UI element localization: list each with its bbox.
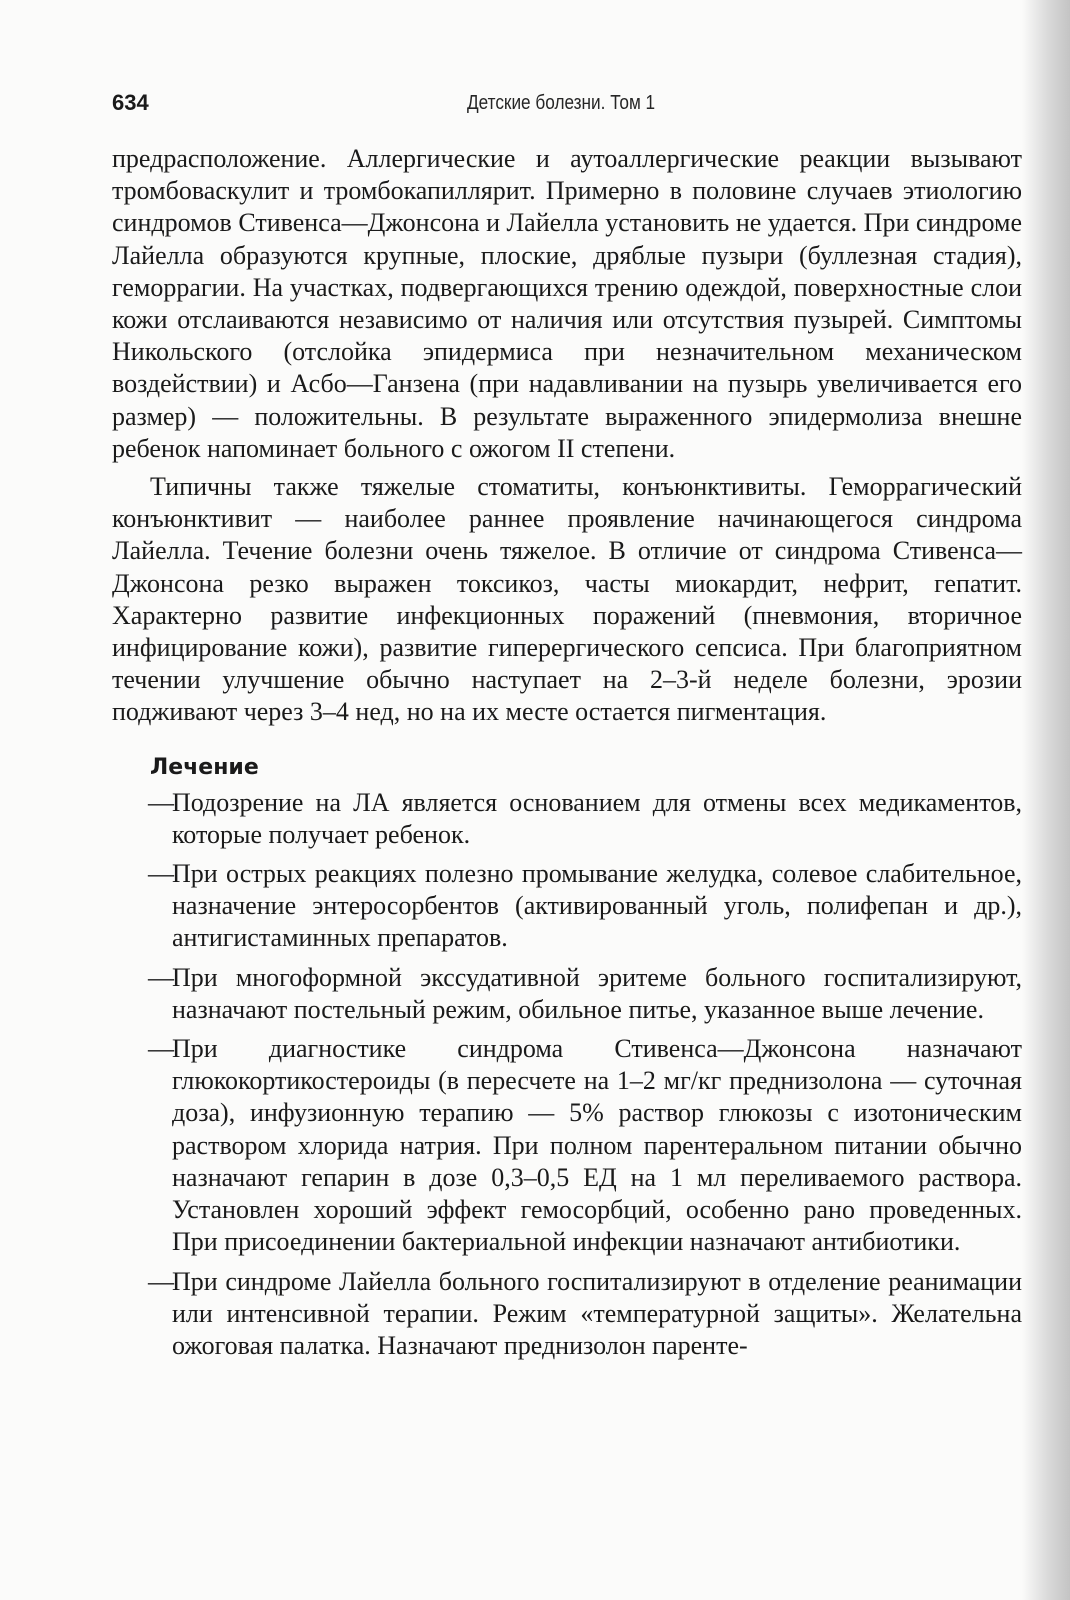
list-item — [112, 1033, 1022, 1258]
paragraph-continued: предрасположение. Аллергические и аутоаллергические реакции вызывают тромбоваскулит и тромбокапиллярит. Примерно в половине случаев этиологию синдромов Стивенса—Джонсона и Лайелла установить не удается. При синдроме Лайелла образуются крупные, плоские, дряблые пузыри (буллезная стадия), геморрагии. На участках, подвергающихся трению одеждой, поверхностные слои кожи отслаиваются независимо от наличия или отсутствия пузырей. Симптомы Никольского (отслойка эпидермиса при незначительном механическом воздействии) и Асбо—Ганзена (при надавливании на пузырь увеличивается его размер) — положительны. В результате выраженного эпидермолиза внешне ребенок напоминает больного с ожогом II степени. — [112, 144, 1022, 463]
list-item-text: При диагностике синдрома Стивенса—Джонсона назначают глюкокортикостероиды (в пересчете на 1–2 мг/кг преднизолона — суточная доза), инфузионную терапию — 5% раствор глюкозы с изотоническим раствором хлорида натрия. При полном парентеральном питании обычно назначают гепарин в дозе 0,3–0,5 ЕД на 1 мл переливаемого раствора. Установлен хороший эффект гемосорбций, особенно рано проведенных. При присоединении бактериальной инфекции назначают антибиотики. — [172, 1034, 1022, 1257]
list-item — [112, 787, 1022, 851]
page-number: 634 — [112, 90, 149, 115]
list-dash: — — [148, 962, 174, 992]
list-dash: — — [148, 1034, 174, 1064]
section-heading: Лечение — [150, 754, 259, 780]
list-item-text: При острых реакциях полезно промывание желудка, солевое слабительное, назначение энтеросорбентов (активированный уголь, полифепан и др.), антигистаминных препаратов. — [172, 859, 1022, 953]
list-item-text: При многоформной экссудативной эритеме больного госпитализируют, назначают постельный режим, обильное питье, указанное выше лечение. — [172, 962, 1022, 1024]
list-item — [112, 962, 1022, 1026]
page-edge-shadow — [1022, 0, 1070, 1600]
list-item — [112, 858, 1022, 955]
list-dash: — — [148, 787, 174, 817]
page-body — [112, 143, 1022, 1369]
list-dash: — — [148, 859, 174, 889]
list-item-text: При синдроме Лайелла больного госпитализируют в отделение реанимации или интенсивной терапии. Режим «температурной защиты». Желательна ожоговая палатка. Назначают преднизолон паренте- — [172, 1266, 1022, 1360]
list-dash: — — [148, 1266, 174, 1296]
treatment-list — [112, 787, 1022, 1362]
paragraph: Типичны также тяжелые стоматиты, конъюнктивиты. Геморрагический конъюнктивит — наиболее раннее проявление начинающегося синдрома Лайелла. Течение болезни очень тяжелое. В отличие от синдрома Стивенса—Джонсона резко выражен токсикоз, часты миокардит, нефрит, гепатит. Характерно развитие инфекционных поражений (пневмония, вторичное инфицирование кожи), развитие гиперергического сепсиса. При благоприятном течении улучшение обычно наступает на 2–3-й неделе болезни, эрозии подживают через 3–4 нед, но на их месте остается пигментация. — [112, 472, 1022, 727]
list-item — [112, 1266, 1022, 1363]
running-title: Детские болезни. Том 1 — [467, 92, 656, 114]
list-item-text: Подозрение на ЛА является основанием для отмены всех медикаментов, которые получает ребенок. — [172, 787, 1022, 849]
page-header — [112, 88, 992, 122]
